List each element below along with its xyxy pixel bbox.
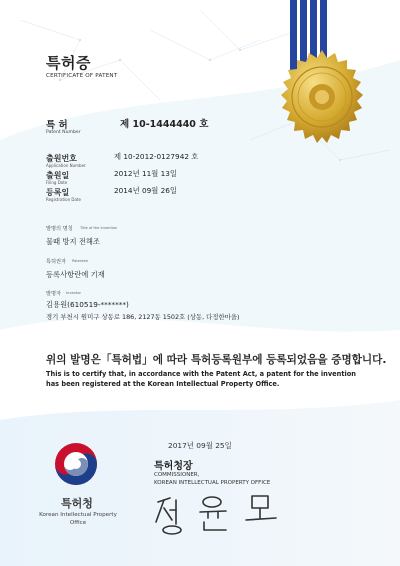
filing-date-label: 출원일	[46, 171, 70, 180]
kipo-taegeuk-logo-icon	[52, 440, 100, 488]
commissioner-signature	[148, 488, 288, 538]
registration-date-value: 2014년 09월 26일	[114, 186, 177, 195]
application-number-value: 제 10-2012-0127942 호	[114, 152, 199, 161]
inventor-label-en: Inventor	[66, 291, 82, 295]
invention-title-value: 물때 방지 전해조	[46, 237, 100, 246]
invention-title-label: 발명의 명칭	[46, 226, 73, 232]
commissioner-title-en	[154, 471, 270, 487]
application-number-label: 출원번호	[46, 154, 77, 163]
commissioner-title-en-line2: KOREAN INTELLECTUAL PROPERTY OFFICE	[154, 480, 271, 486]
patent-number-label-en: Patent Number	[46, 130, 81, 135]
invention-title-label-en: Title of the Invention	[80, 226, 118, 230]
application-number-label-en: Application Number	[46, 163, 86, 168]
certificate-title: 특허증	[46, 54, 91, 72]
kipo-name-kr: 특허청	[61, 497, 93, 510]
patent-number-label: 특 허	[46, 120, 68, 131]
issue-date: 2017년 09월 25일	[168, 441, 232, 450]
gold-seal-icon	[272, 48, 372, 148]
filing-date-label-en: Filing Date	[46, 180, 68, 185]
patentee-label-en: Patentee	[72, 259, 88, 263]
inventor-label: 발명자	[46, 291, 62, 297]
patent-number-value: 제 10-1444440 호	[120, 119, 209, 130]
certification-statement-kr: 위의 발명은「특허법」에 따라 특허등록원부에 등록되었음을 증명합니다.	[46, 354, 387, 366]
inventor-address: 경기 부천시 원미구 상동로 186, 2127동 1502호 (상동, 다정한마을)	[46, 313, 240, 321]
commissioner-title-en-line1: COMMISSIONER,	[154, 472, 200, 478]
registration-date-label: 등록일	[46, 188, 70, 197]
commissioner-title: 특허청장	[154, 461, 193, 472]
filing-date-value: 2012년 11월 13일	[114, 169, 177, 178]
patentee-label: 특허권자	[46, 259, 67, 265]
kipo-name-en: Korean Intellectual Property Office	[39, 512, 117, 526]
patentee-value: 등록사항란에 기재	[46, 270, 105, 279]
registration-date-label-en: Registration Date	[46, 197, 81, 202]
certificate-title-en: CERTIFICATE OF PATENT	[46, 73, 118, 79]
certification-statement-en: This is to certify that, in accordance with the Patent Act, a patent for the invention has been registered at the Korean Intellectual Property Office.	[46, 370, 356, 388]
inventor-name: 김용원(610519-*******)	[46, 300, 129, 309]
